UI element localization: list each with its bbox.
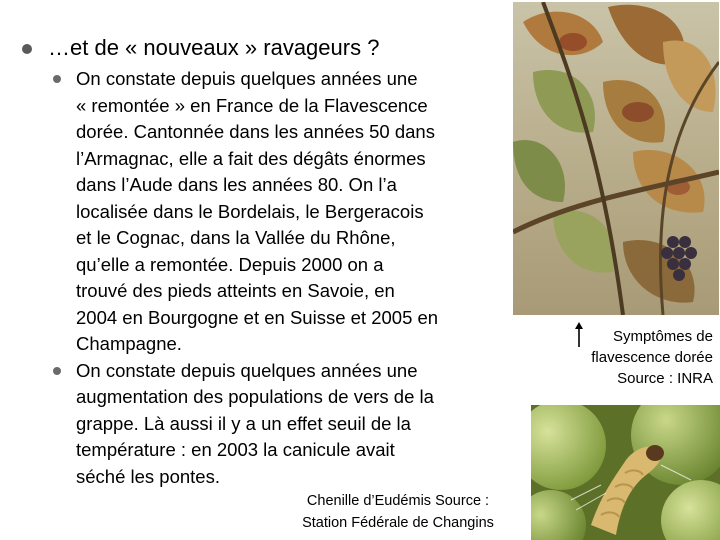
level2-bullet (53, 75, 61, 83)
vine-photo-caption (540, 326, 713, 389)
text-line: trouvé des pieds atteints en Savoie, en (76, 280, 395, 301)
text-line: qu’elle a remontée. Depuis 2000 on a (76, 253, 384, 275)
body-text (76, 66, 508, 490)
caption-line: flavescence dorée (591, 349, 713, 366)
caption-line: Source : INRA (617, 370, 713, 387)
text-line: séché les pontes. (76, 465, 220, 487)
caterpillar-photo-caption (276, 490, 520, 534)
text-line: localisée dans le Bordelais, le Bergeracois (76, 200, 424, 222)
text-line: dorée. Cantonnée dans les années 50 dans (76, 121, 435, 142)
text-line: 2004 en Bourgogne et en Suisse et 2005 en (76, 306, 439, 328)
text-line: et le Cognac, dans la Vallée du Rhône, (76, 227, 396, 248)
slide-heading: …et de « nouveaux » ravageurs ? (48, 35, 380, 60)
text-line: augmentation des populations de vers de la (76, 386, 434, 407)
caption-line: Station Fédérale de Changins (302, 515, 494, 531)
level2-bullet (53, 367, 61, 375)
text-line: Champagne. (76, 333, 182, 354)
text-line: On constate depuis quelques années une (76, 359, 418, 381)
text-line: grappe. Là aussi il y a un effet seuil de la (76, 412, 411, 434)
text-line: « remontée » en France de la Flavescence (76, 94, 428, 116)
text-line: l’Armagnac, elle a fait des dégâts énormes (76, 147, 426, 169)
caption-line: Chenille d’Eudémis Source : (306, 493, 490, 509)
paragraph-flavescence (76, 66, 508, 358)
text-line: dans l’Aude dans les années 80. On l’a (76, 174, 397, 195)
caterpillar-photo (531, 405, 720, 540)
text-line: température : en 2003 la canicule avait (76, 439, 395, 460)
caption-line: Symptômes de (612, 328, 713, 345)
level1-bullet (22, 44, 32, 54)
vine-symptoms-photo (513, 2, 719, 315)
text-line: On constate depuis quelques années une (76, 68, 418, 89)
paragraph-vers-de-la-grappe (76, 358, 508, 491)
